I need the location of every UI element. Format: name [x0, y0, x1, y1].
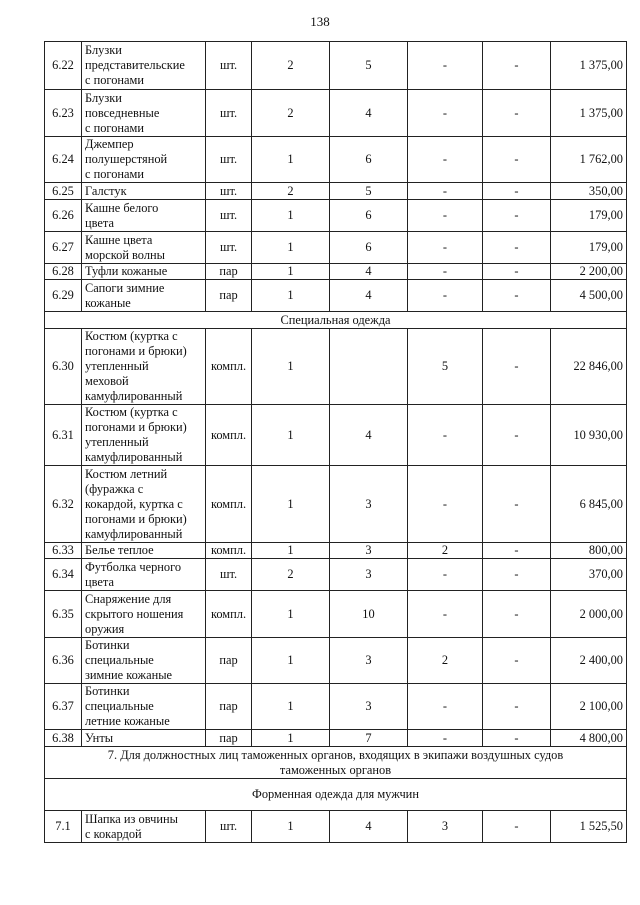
section-title-line: 7. Для должностных лиц таможенных органов, входящих в экипажи воздушных судов — [107, 747, 564, 762]
item-name-line: цвета — [85, 574, 114, 589]
item-name-line: Костюм (куртка с — [85, 405, 178, 419]
section-title-line: Форменная одежда для мужчин — [252, 787, 419, 801]
item-extra-period: - — [408, 232, 483, 264]
item-number: 6.35 — [45, 591, 82, 638]
item-unit: пар — [206, 730, 252, 747]
item-extra-period: - — [408, 405, 483, 466]
item-name-line: с погонами — [85, 73, 144, 87]
section-title — [45, 312, 627, 329]
item-extra-value: - — [483, 280, 551, 312]
item-name — [82, 183, 206, 200]
item-extra-value: - — [483, 200, 551, 232]
item-unit: пар — [206, 280, 252, 312]
item-name-line: Унты — [85, 730, 114, 745]
item-extra-period: 2 — [408, 543, 483, 559]
table-row — [45, 280, 627, 312]
item-quantity: 1 — [252, 405, 330, 466]
item-extra-value: - — [483, 466, 551, 543]
item-wear-period: 4 — [330, 90, 408, 137]
item-unit: шт. — [206, 42, 252, 90]
table-row — [45, 90, 627, 137]
item-name-line: полушерстяной — [85, 152, 168, 166]
item-name-line: цвета — [85, 215, 114, 230]
item-unit: шт. — [206, 559, 252, 591]
item-quantity: 1 — [252, 137, 330, 183]
item-name-line: специальные — [85, 699, 154, 713]
item-quantity: 1 — [252, 811, 330, 843]
item-quantity: 2 — [252, 559, 330, 591]
item-unit: компл. — [206, 329, 252, 405]
item-number: 6.30 — [45, 329, 82, 405]
item-extra-value: - — [483, 232, 551, 264]
item-name — [82, 405, 206, 466]
item-name-line: утепленный — [85, 435, 149, 449]
item-number: 6.26 — [45, 200, 82, 232]
item-name-line: утепленный — [85, 359, 149, 373]
item-name-line: Галстук — [85, 183, 127, 198]
item-number: 6.36 — [45, 638, 82, 684]
item-number: 6.38 — [45, 730, 82, 747]
item-unit: шт. — [206, 183, 252, 200]
item-name — [82, 591, 206, 638]
item-name-line: Блузки — [85, 43, 122, 57]
item-extra-period: 2 — [408, 638, 483, 684]
item-wear-period: 3 — [330, 684, 408, 730]
item-wear-period: 4 — [330, 280, 408, 312]
item-wear-period: 3 — [330, 466, 408, 543]
item-name-line: Джемпер — [85, 137, 134, 151]
item-quantity: 1 — [252, 638, 330, 684]
item-wear-period: 3 — [330, 543, 408, 559]
item-price: 1 525,50 — [551, 811, 627, 843]
item-unit: шт. — [206, 232, 252, 264]
item-number: 7.1 — [45, 811, 82, 843]
table-row — [45, 466, 627, 543]
item-price: 2 200,00 — [551, 264, 627, 280]
item-quantity: 1 — [252, 200, 330, 232]
table-row — [45, 405, 627, 466]
item-number: 6.31 — [45, 405, 82, 466]
item-name — [82, 232, 206, 264]
item-name-line: морской волны — [85, 247, 165, 262]
item-unit: пар — [206, 638, 252, 684]
item-name — [82, 730, 206, 747]
table-row — [45, 264, 627, 280]
item-extra-value: - — [483, 811, 551, 843]
item-name-line: Костюм летний — [85, 466, 168, 481]
item-quantity: 1 — [252, 591, 330, 638]
item-extra-period: - — [408, 183, 483, 200]
item-quantity: 1 — [252, 232, 330, 264]
table-row — [45, 232, 627, 264]
item-number: 6.24 — [45, 137, 82, 183]
item-extra-period: - — [408, 200, 483, 232]
item-wear-period — [330, 329, 408, 405]
page-number: 138 — [310, 14, 330, 29]
items-table — [44, 41, 627, 843]
table-row — [45, 811, 627, 843]
item-name-line: кожаные — [85, 295, 131, 310]
item-name-line: скрытого ношения — [85, 606, 184, 621]
item-price: 2 000,00 — [551, 591, 627, 638]
item-name-line: представительские — [85, 58, 185, 72]
table-row — [45, 684, 627, 730]
item-extra-value: - — [483, 329, 551, 405]
item-extra-value: - — [483, 183, 551, 200]
item-wear-period: 4 — [330, 264, 408, 280]
item-price: 10 930,00 — [551, 405, 627, 466]
item-wear-period: 5 — [330, 183, 408, 200]
item-wear-period: 4 — [330, 811, 408, 843]
table-row — [45, 42, 627, 90]
item-name-line: камуфлированный — [85, 389, 183, 403]
item-quantity: 1 — [252, 264, 330, 280]
table-row — [45, 591, 627, 638]
item-name-line: Футболка черного — [85, 559, 182, 574]
item-extra-value: - — [483, 543, 551, 559]
item-name-line: оружия — [85, 621, 125, 636]
item-name — [82, 559, 206, 591]
item-number: 6.34 — [45, 559, 82, 591]
item-name-line: погонами и брюки) — [85, 420, 187, 434]
item-name — [82, 137, 206, 183]
item-name-line: с погонами — [85, 120, 144, 135]
item-extra-period: - — [408, 264, 483, 280]
item-name-line: Снаряжение для — [85, 591, 172, 606]
item-extra-period: - — [408, 591, 483, 638]
item-name-line: Кашне белого — [85, 200, 159, 215]
item-wear-period: 4 — [330, 405, 408, 466]
item-extra-value: - — [483, 591, 551, 638]
item-extra-period: - — [408, 559, 483, 591]
item-name-line: с кокардой — [85, 826, 142, 841]
item-name-line: Кашне цвета — [85, 232, 153, 247]
item-price: 179,00 — [551, 232, 627, 264]
item-unit: пар — [206, 684, 252, 730]
item-number: 6.29 — [45, 280, 82, 312]
item-number: 6.37 — [45, 684, 82, 730]
item-number: 6.25 — [45, 183, 82, 200]
item-name-line: Сапоги зимние — [85, 280, 165, 295]
item-extra-period: - — [408, 137, 483, 183]
item-quantity: 1 — [252, 730, 330, 747]
item-name-line: зимние кожаные — [85, 668, 173, 682]
item-unit: шт. — [206, 200, 252, 232]
item-name-line: камуфлированный — [85, 526, 183, 541]
item-number: 6.23 — [45, 90, 82, 137]
item-name-line: камуфлированный — [85, 450, 183, 464]
item-quantity: 1 — [252, 466, 330, 543]
item-name — [82, 200, 206, 232]
item-extra-value: - — [483, 559, 551, 591]
item-wear-period: 10 — [330, 591, 408, 638]
item-name-line: Блузки — [85, 90, 122, 105]
item-unit: шт. — [206, 137, 252, 183]
item-name — [82, 466, 206, 543]
item-name — [82, 280, 206, 312]
item-name-line: кокардой, куртка с — [85, 496, 183, 511]
item-extra-period: - — [408, 280, 483, 312]
item-extra-period: - — [408, 466, 483, 543]
item-name-line: меховой — [85, 374, 129, 388]
item-price: 1 375,00 — [551, 42, 627, 90]
item-price: 1 762,00 — [551, 137, 627, 183]
section-header-row — [45, 779, 627, 811]
item-price: 350,00 — [551, 183, 627, 200]
item-wear-period: 7 — [330, 730, 408, 747]
item-unit: пар — [206, 264, 252, 280]
item-price: 22 846,00 — [551, 329, 627, 405]
table-row — [45, 137, 627, 183]
item-wear-period: 5 — [330, 42, 408, 90]
section-title-line: таможенных органов — [279, 762, 392, 777]
table-row — [45, 543, 627, 559]
table-row — [45, 200, 627, 232]
item-price: 4 500,00 — [551, 280, 627, 312]
item-quantity: 2 — [252, 42, 330, 90]
item-unit: шт. — [206, 811, 252, 843]
item-name — [82, 329, 206, 405]
item-price: 1 375,00 — [551, 90, 627, 137]
item-extra-period: - — [408, 42, 483, 90]
item-name — [82, 543, 206, 559]
table-row — [45, 638, 627, 684]
table-row — [45, 183, 627, 200]
item-wear-period: 3 — [330, 559, 408, 591]
item-quantity: 2 — [252, 183, 330, 200]
item-wear-period: 6 — [330, 200, 408, 232]
item-name-line: погонами и брюки) — [85, 344, 187, 358]
item-name-line: летние кожаные — [85, 714, 170, 728]
item-extra-period: - — [408, 730, 483, 747]
item-price: 2 100,00 — [551, 684, 627, 730]
item-quantity: 1 — [252, 543, 330, 559]
section-title-line: Специальная одежда — [280, 312, 391, 327]
item-name — [82, 264, 206, 280]
item-extra-value: - — [483, 730, 551, 747]
item-quantity: 2 — [252, 90, 330, 137]
table-row — [45, 329, 627, 405]
table-row — [45, 559, 627, 591]
item-wear-period: 6 — [330, 137, 408, 183]
item-name — [82, 638, 206, 684]
item-name-line: Ботинки — [85, 638, 130, 652]
section-header-row — [45, 747, 627, 779]
item-extra-period: 3 — [408, 811, 483, 843]
section-title — [45, 779, 627, 811]
item-extra-value: - — [483, 684, 551, 730]
item-name-line: специальные — [85, 653, 154, 667]
item-wear-period: 3 — [330, 638, 408, 684]
item-name-line: повседневные — [85, 105, 160, 120]
item-name-line: с погонами — [85, 167, 144, 181]
item-name — [82, 42, 206, 90]
item-name-line: (фуражка с — [85, 481, 144, 496]
item-unit: шт. — [206, 90, 252, 137]
item-quantity: 1 — [252, 329, 330, 405]
item-number: 6.27 — [45, 232, 82, 264]
item-number: 6.32 — [45, 466, 82, 543]
section-header-row — [45, 312, 627, 329]
item-name-line: Белье теплое — [85, 543, 154, 557]
item-name — [82, 684, 206, 730]
item-extra-value: - — [483, 405, 551, 466]
table-row — [45, 730, 627, 747]
item-price: 179,00 — [551, 200, 627, 232]
item-extra-value: - — [483, 137, 551, 183]
item-unit: компл. — [206, 543, 252, 559]
item-extra-value: - — [483, 90, 551, 137]
item-name-line: Туфли кожаные — [85, 264, 168, 278]
item-quantity: 1 — [252, 280, 330, 312]
section-title — [45, 747, 627, 779]
item-wear-period: 6 — [330, 232, 408, 264]
item-price: 6 845,00 — [551, 466, 627, 543]
item-extra-period: - — [408, 90, 483, 137]
item-quantity: 1 — [252, 684, 330, 730]
item-number: 6.28 — [45, 264, 82, 280]
item-name-line: погонами и брюки) — [85, 511, 187, 526]
item-extra-value: - — [483, 264, 551, 280]
item-extra-value: - — [483, 42, 551, 90]
item-unit: компл. — [206, 466, 252, 543]
item-price: 2 400,00 — [551, 638, 627, 684]
item-price: 4 800,00 — [551, 730, 627, 747]
item-name-line: Ботинки — [85, 684, 130, 698]
item-unit: компл. — [206, 591, 252, 638]
item-name — [82, 90, 206, 137]
item-extra-period: 5 — [408, 329, 483, 405]
item-name — [82, 811, 206, 843]
item-unit: компл. — [206, 405, 252, 466]
item-number: 6.22 — [45, 42, 82, 90]
item-number: 6.33 — [45, 543, 82, 559]
item-name-line: Шапка из овчины — [85, 811, 178, 826]
item-price: 370,00 — [551, 559, 627, 591]
item-name-line: Костюм (куртка с — [85, 329, 178, 343]
item-extra-value: - — [483, 638, 551, 684]
item-price: 800,00 — [551, 543, 627, 559]
item-extra-period: - — [408, 684, 483, 730]
